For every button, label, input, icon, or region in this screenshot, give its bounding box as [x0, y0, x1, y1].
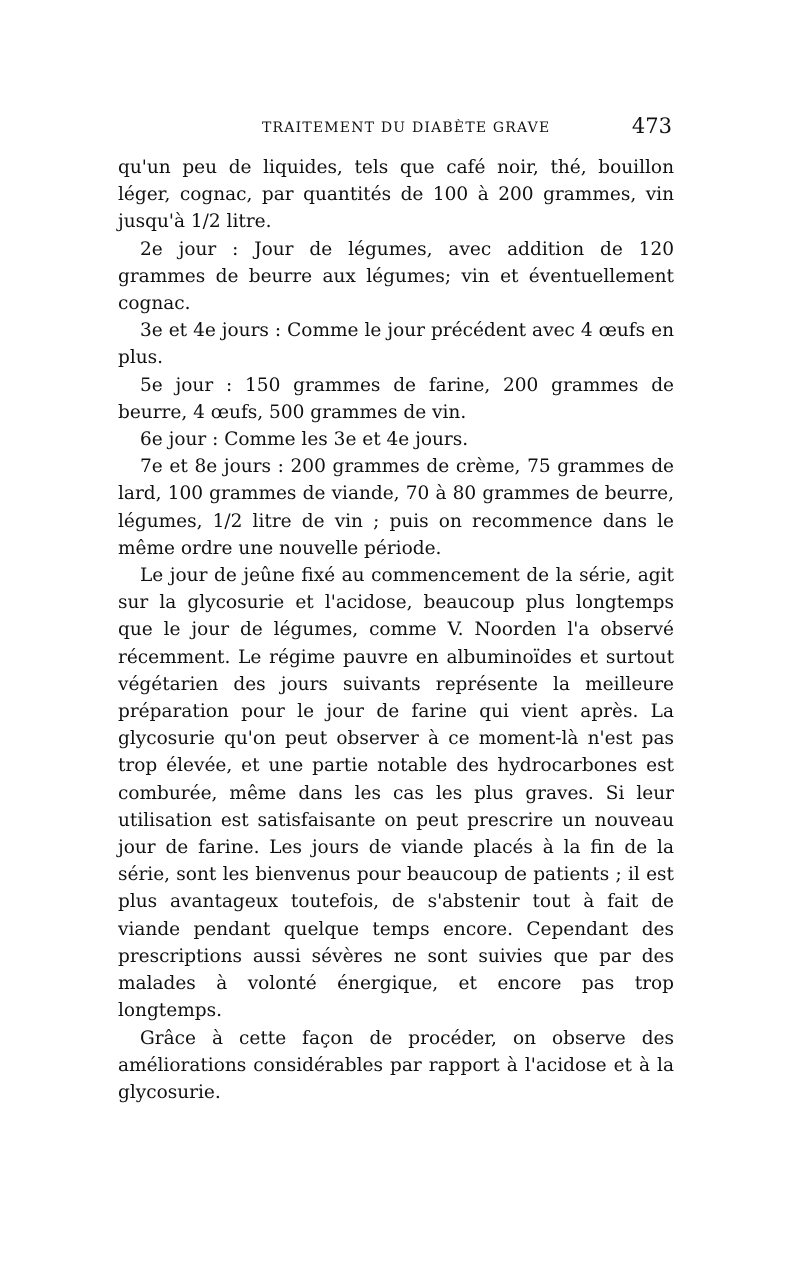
page-header: [118, 112, 674, 142]
paragraph-day-2: 2e jour : Jour de légumes, avec addition de 120 grammes de beurre aux légumes; vin et éventuellement cognac.: [118, 238, 674, 315]
page-body: [118, 154, 674, 1106]
paragraph-fasting-day: Le jour de jeûne fixé au commencement de la série, agit sur la glycosurie et l'acidose, beaucoup plus longtemps que le jour de légumes, comme V. Noorden l'a observé récemment. Le régime pauvre en albuminoïdes et surtout végétarien des jours suivants représente la meilleure préparation pour le jour de farine qui vient après. La glycosurie qu'on peut observer à ce moment-là n'est pas trop élevée, et une partie notable des hydrocarbones est comburée, même dans les cas les plus graves. Si leur utilisation est satisfaisante on peut prescrire un nouveau jour de farine. Les jours de viande placés à la fin de la série, sont les bienvenus pour beaucoup de patients ; il est plus avantageux toutefois, de s'abstenir tout à fait de viande pendant quelque temps encore. Cependant des prescriptions aussi sévères ne sont suivies que par des malades à volonté énergique, et encore pas trop longtemps.: [118, 565, 674, 1022]
running-head: TRAITEMENT DU DIABÈTE GRAVE: [262, 120, 551, 136]
paragraph-conclusion: Grâce à cette façon de procéder, on observe des améliorations considérables par rapport à l'acidose et à la glycosurie.: [118, 1027, 674, 1103]
paragraph-day-5: 5e jour : 150 grammes de farine, 200 grammes de beurre, 4 œufs, 500 grammes de vin.: [118, 374, 674, 423]
page-number: 473: [631, 114, 672, 138]
paragraph-continuation: qu'un peu de liquides, tels que café noir, thé, bouillon léger, cognac, par quantités de 100 à 200 grammes, vin jusqu'à 1/2 litre.: [118, 157, 674, 233]
book-page: [118, 112, 674, 1106]
paragraph-day-7-8: 7e et 8e jours : 200 grammes de crème, 75 grammes de lard, 100 grammes de viande, 70 à 80 grammes de beurre, légumes, 1/2 litre de vin ; puis on recommence dans le même ordre une nouvelle période.: [118, 456, 674, 559]
paragraph-day-3-4: 3e et 4e jours : Comme le jour précédent avec 4 œufs en plus.: [118, 320, 674, 369]
paragraph-day-6: 6e jour : Comme les 3e et 4e jours.: [140, 429, 469, 451]
